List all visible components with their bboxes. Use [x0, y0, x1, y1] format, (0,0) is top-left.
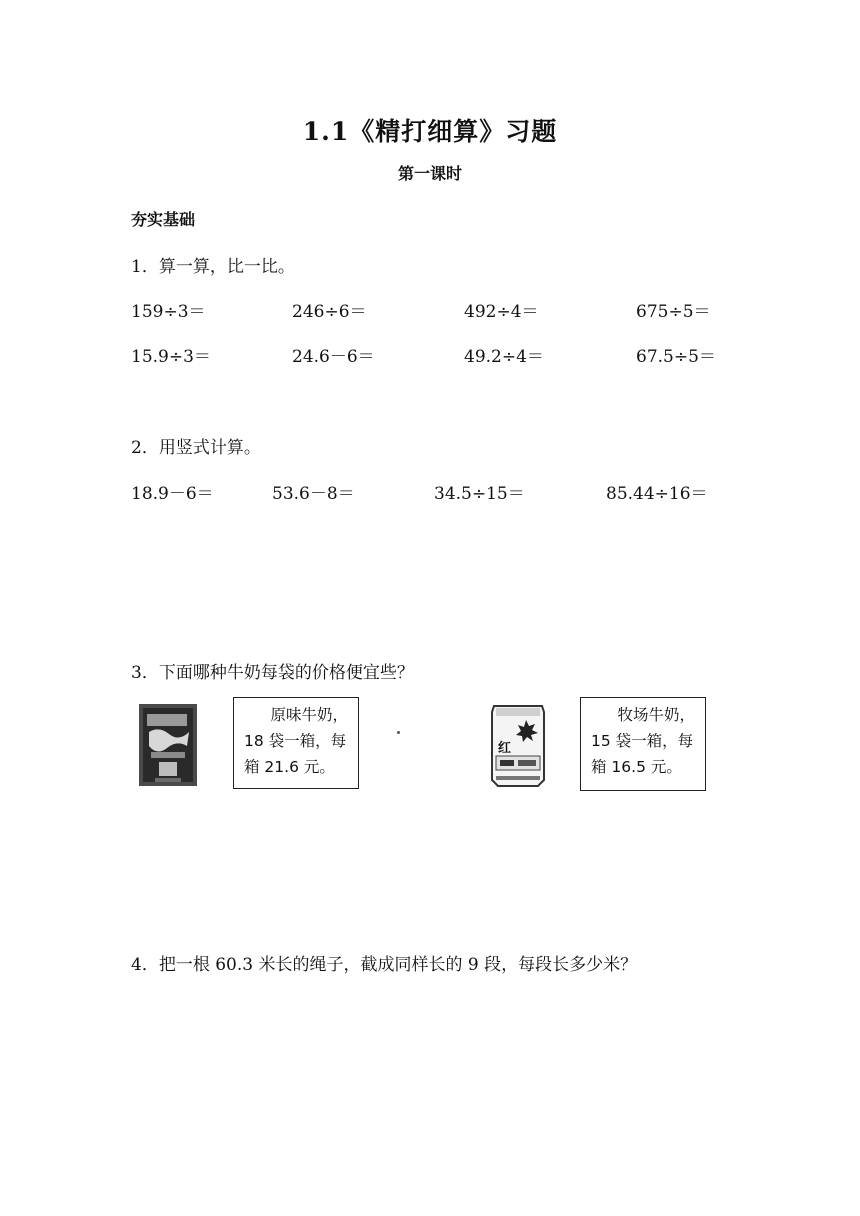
- q2-item-2: 53.6－8＝: [272, 484, 355, 504]
- milk-a-info-box: [233, 697, 359, 789]
- milk-b-line-1: 牧场牛奶，: [617, 706, 695, 724]
- milk-bag-b-image: [488, 702, 548, 790]
- q1-row1-item-3: 492÷4＝: [464, 302, 539, 322]
- milk-a-line-1: 原味牛奶，: [270, 706, 348, 724]
- question-3-prompt: 3．下面哪种牛奶每袋的价格便宜些？: [131, 663, 414, 683]
- q2-item-3: 34.5÷15＝: [434, 484, 525, 504]
- page-title: 1.1《精打细算》习题: [302, 117, 558, 146]
- question-4-prompt: 4．把一根 60.3 米长的绳子，截成同样长的 9 段，每段长多少米？: [131, 955, 638, 975]
- q1-row2-item-2: 24.6－6＝: [292, 347, 375, 367]
- q2-item-4: 85.44÷16＝: [606, 484, 708, 504]
- q1-row2-item-1: 15.9÷3＝: [131, 347, 211, 367]
- question-2-prompt: 2．用竖式计算。: [131, 438, 261, 458]
- milk-b-info-box: [580, 697, 706, 791]
- q1-row1-item-1: 159÷3＝: [131, 302, 206, 322]
- q1-row1-item-4: 675÷5＝: [636, 302, 711, 322]
- q2-item-1: 18.9－6＝: [131, 484, 214, 504]
- section-heading: 夯实基础: [131, 210, 196, 229]
- question-1-prompt: 1．算一算，比一比。: [131, 257, 295, 277]
- q1-row1-item-2: 246÷6＝: [292, 302, 367, 322]
- milk-box-a-image: [137, 702, 199, 788]
- stray-dot: [397, 731, 400, 734]
- milk-a-line-3: 箱 21.6 元。: [244, 758, 335, 776]
- q1-row2-item-3: 49.2÷4＝: [464, 347, 544, 367]
- svg-text:红: 红: [498, 741, 512, 756]
- milk-b-line-2: 15 袋一箱，每: [591, 732, 694, 750]
- q1-row2-item-4: 67.5÷5＝: [636, 347, 716, 367]
- milk-b-line-3: 箱 16.5 元。: [591, 758, 682, 776]
- milk-a-line-2: 18 袋一箱，每: [244, 732, 347, 750]
- lesson-subtitle: 第一课时: [397, 164, 462, 183]
